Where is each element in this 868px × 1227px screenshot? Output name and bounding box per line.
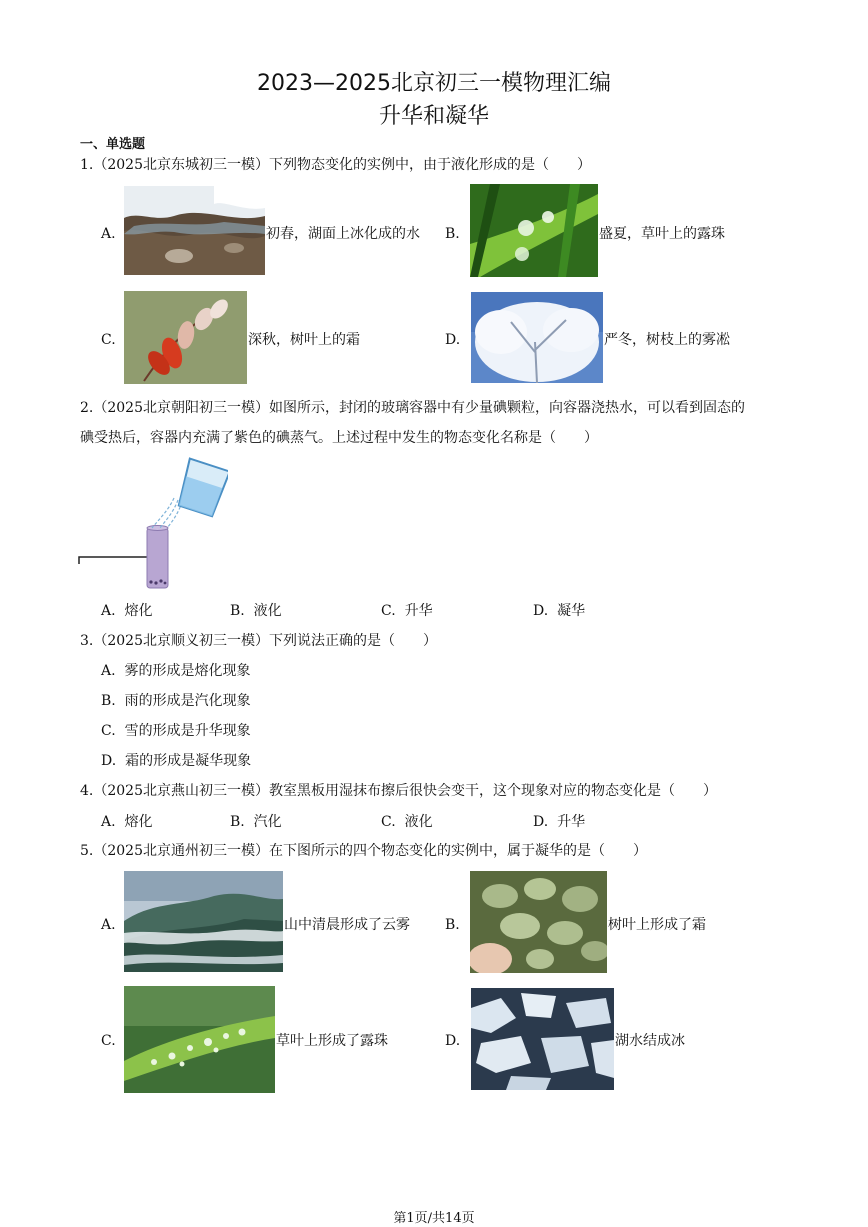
question-2-stem-line1: 2.（2025北京朝阳初三一模）如图所示，封闭的玻璃容器中有少量碘颗粒，向容器浇热水，可以看到固态的 — [80, 400, 745, 416]
q4-option-a: A. 熔化 — [101, 814, 153, 830]
q3-option-d: D. 霜的形成是凝华现象 — [101, 753, 252, 769]
q5-option-c-text: 草叶上形成了露珠 — [276, 1033, 388, 1049]
frosted-leaves-image — [470, 871, 607, 973]
question-4-stem: 4.（2025北京燕山初三一模）教室黑板用湿抹布擦后很快会变干，这个现象对应的物态变化是（ ） — [80, 783, 717, 799]
document-subtitle: 升华和凝华 — [378, 104, 489, 129]
q5-option-a-text: 山中清晨形成了云雾 — [284, 917, 410, 933]
mountain-fog-image — [124, 871, 283, 972]
q4-option-b: B. 汽化 — [230, 814, 282, 830]
q3-option-a: A. 雾的形成是熔化现象 — [101, 663, 251, 679]
question-2-stem-line2: 碘受热后，容器内充满了紫色的碘蒸气。上述过程中发生的物态变化名称是（ ） — [80, 430, 598, 446]
q1-option-d-letter: D. — [445, 332, 461, 348]
q4-option-d: D. 升华 — [533, 814, 586, 830]
q1-option-c-text: 深秋，树叶上的霜 — [248, 332, 360, 348]
lake-ice-image — [471, 988, 614, 1090]
q5-option-d-letter: D. — [445, 1033, 461, 1049]
q3-option-b: B. 雨的形成是汽化现象 — [101, 693, 251, 709]
question-1-stem: 1.（2025北京东城初三一模）下列物态变化的实例中，由于液化形成的是（ ） — [80, 157, 591, 173]
q1-option-b-text: 盛夏，草叶上的露珠 — [599, 226, 725, 242]
q4-option-c: C. 液化 — [381, 814, 433, 830]
question-5-stem: 5.（2025北京通州初三一模）在下图所示的四个物态变化的实例中，属于凝华的是（ ） — [80, 843, 647, 859]
iodine-experiment-diagram — [78, 456, 228, 590]
q2-option-b: B. 液化 — [230, 603, 282, 619]
page-footer: 第1页/共14页 — [393, 1211, 475, 1226]
q5-option-c-letter: C. — [101, 1033, 116, 1049]
dew-drops-image — [124, 986, 275, 1093]
q1-option-b-letter: B. — [445, 226, 460, 242]
q1-option-a-letter: A. — [101, 226, 116, 242]
rime-on-tree-image — [471, 292, 603, 383]
section-heading: 一、单选题 — [80, 137, 146, 152]
melting-snow-image — [124, 186, 265, 275]
q5-option-a-letter: A. — [101, 917, 116, 933]
q5-option-b-letter: B. — [445, 917, 460, 933]
q1-option-c-letter: C. — [101, 332, 116, 348]
q2-option-a: A. 熔化 — [101, 603, 153, 619]
q2-option-c: C. 升华 — [381, 603, 433, 619]
q5-option-d-text: 湖水结成冰 — [615, 1033, 685, 1049]
dew-on-grass-image — [470, 184, 598, 277]
frost-on-leaves-image — [124, 291, 247, 384]
document-title: 2023—2025北京初三一模物理汇编 — [257, 71, 611, 96]
q1-option-a-text: 初春，湖面上冰化成的水 — [266, 226, 420, 242]
q3-option-c: C. 雪的形成是升华现象 — [101, 723, 251, 739]
question-3-stem: 3.（2025北京顺义初三一模）下列说法正确的是（ ） — [80, 633, 437, 649]
q5-option-b-text: 树叶上形成了霜 — [608, 917, 706, 933]
q2-option-d: D. 凝华 — [533, 603, 586, 619]
q1-option-d-text: 严冬，树枝上的雾凇 — [604, 332, 730, 348]
